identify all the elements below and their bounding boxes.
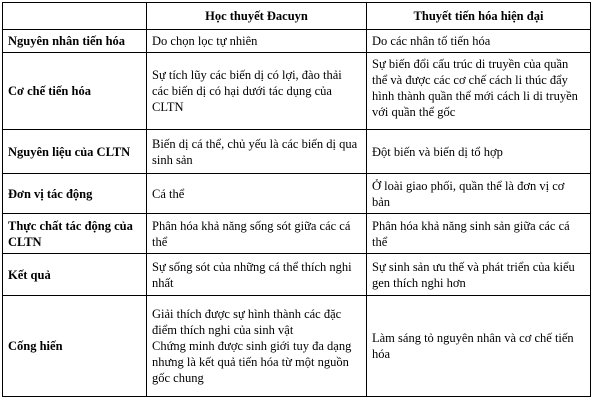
darwin-cell bbox=[147, 296, 367, 397]
darwin-cell: Phân hóa khả năng sống sót giữa các cá thể bbox=[147, 214, 367, 254]
table-row bbox=[3, 130, 591, 174]
row-label: Nguyên liệu của CLTN bbox=[3, 130, 147, 174]
row-label: Đơn vị tác động bbox=[3, 174, 147, 214]
modern-cell: Sự sinh sản ưu thế và phát triển của kiểu gen thích nghi hơn bbox=[367, 254, 591, 296]
modern-cell: Sự biến đổi cấu trúc di truyền của quần thể và được các cơ chế cách li thúc đẩy hình thành quần thể mới cách li di truyền với quần thể gốc bbox=[367, 53, 591, 130]
table-row bbox=[3, 53, 591, 130]
darwin-line: Giải thích được sự hình thành các đặc điểm thích nghi của sinh vật bbox=[152, 307, 342, 337]
darwin-cell: Sự sống sót của những cá thể thích nghi nhất bbox=[147, 254, 367, 296]
modern-cell: Phân hóa khả năng sinh sản giữa các cá thể bbox=[367, 214, 591, 254]
modern-cell: Ở loài giao phối, quần thể là đơn vị cơ bản bbox=[367, 174, 591, 214]
row-label: Cống hiến bbox=[3, 296, 147, 397]
modern-cell: Làm sáng tỏ nguyên nhân và cơ chế tiến hóa bbox=[367, 296, 591, 397]
table-row bbox=[3, 296, 591, 397]
row-label: Kết quả bbox=[3, 254, 147, 296]
row-label: Nguyên nhân tiến hóa bbox=[3, 30, 147, 53]
table-row bbox=[3, 214, 591, 254]
darwin-cell: Do chọn lọc tự nhiên bbox=[147, 30, 367, 53]
header-row bbox=[3, 3, 591, 30]
table-row bbox=[3, 174, 591, 214]
table-row bbox=[3, 30, 591, 53]
comparison-table bbox=[2, 2, 591, 397]
header-darwin: Học thuyết Đacuyn bbox=[147, 3, 367, 30]
header-modern: Thuyết tiến hóa hiện đại bbox=[367, 3, 591, 30]
darwin-line: Chứng minh được sinh giới tuy đa dạng nhưng là kết quả tiến hóa từ một nguồn gốc chung bbox=[152, 339, 352, 385]
modern-cell: Đột biến và biến dị tổ hợp bbox=[367, 130, 591, 174]
modern-cell: Do các nhân tố tiến hóa bbox=[367, 30, 591, 53]
darwin-cell: Cá thể bbox=[147, 174, 367, 214]
darwin-cell: Sự tích lũy các biến dị có lợi, đào thải các biến dị có hại dưới tác dụng của CLTN bbox=[147, 53, 367, 130]
row-label: Cơ chế tiến hóa bbox=[3, 53, 147, 130]
table-row bbox=[3, 254, 591, 296]
darwin-cell: Biến dị cá thể, chủ yếu là các biến dị qua sinh sản bbox=[147, 130, 367, 174]
row-label: Thực chất tác động của CLTN bbox=[3, 214, 147, 254]
header-empty bbox=[3, 3, 147, 30]
